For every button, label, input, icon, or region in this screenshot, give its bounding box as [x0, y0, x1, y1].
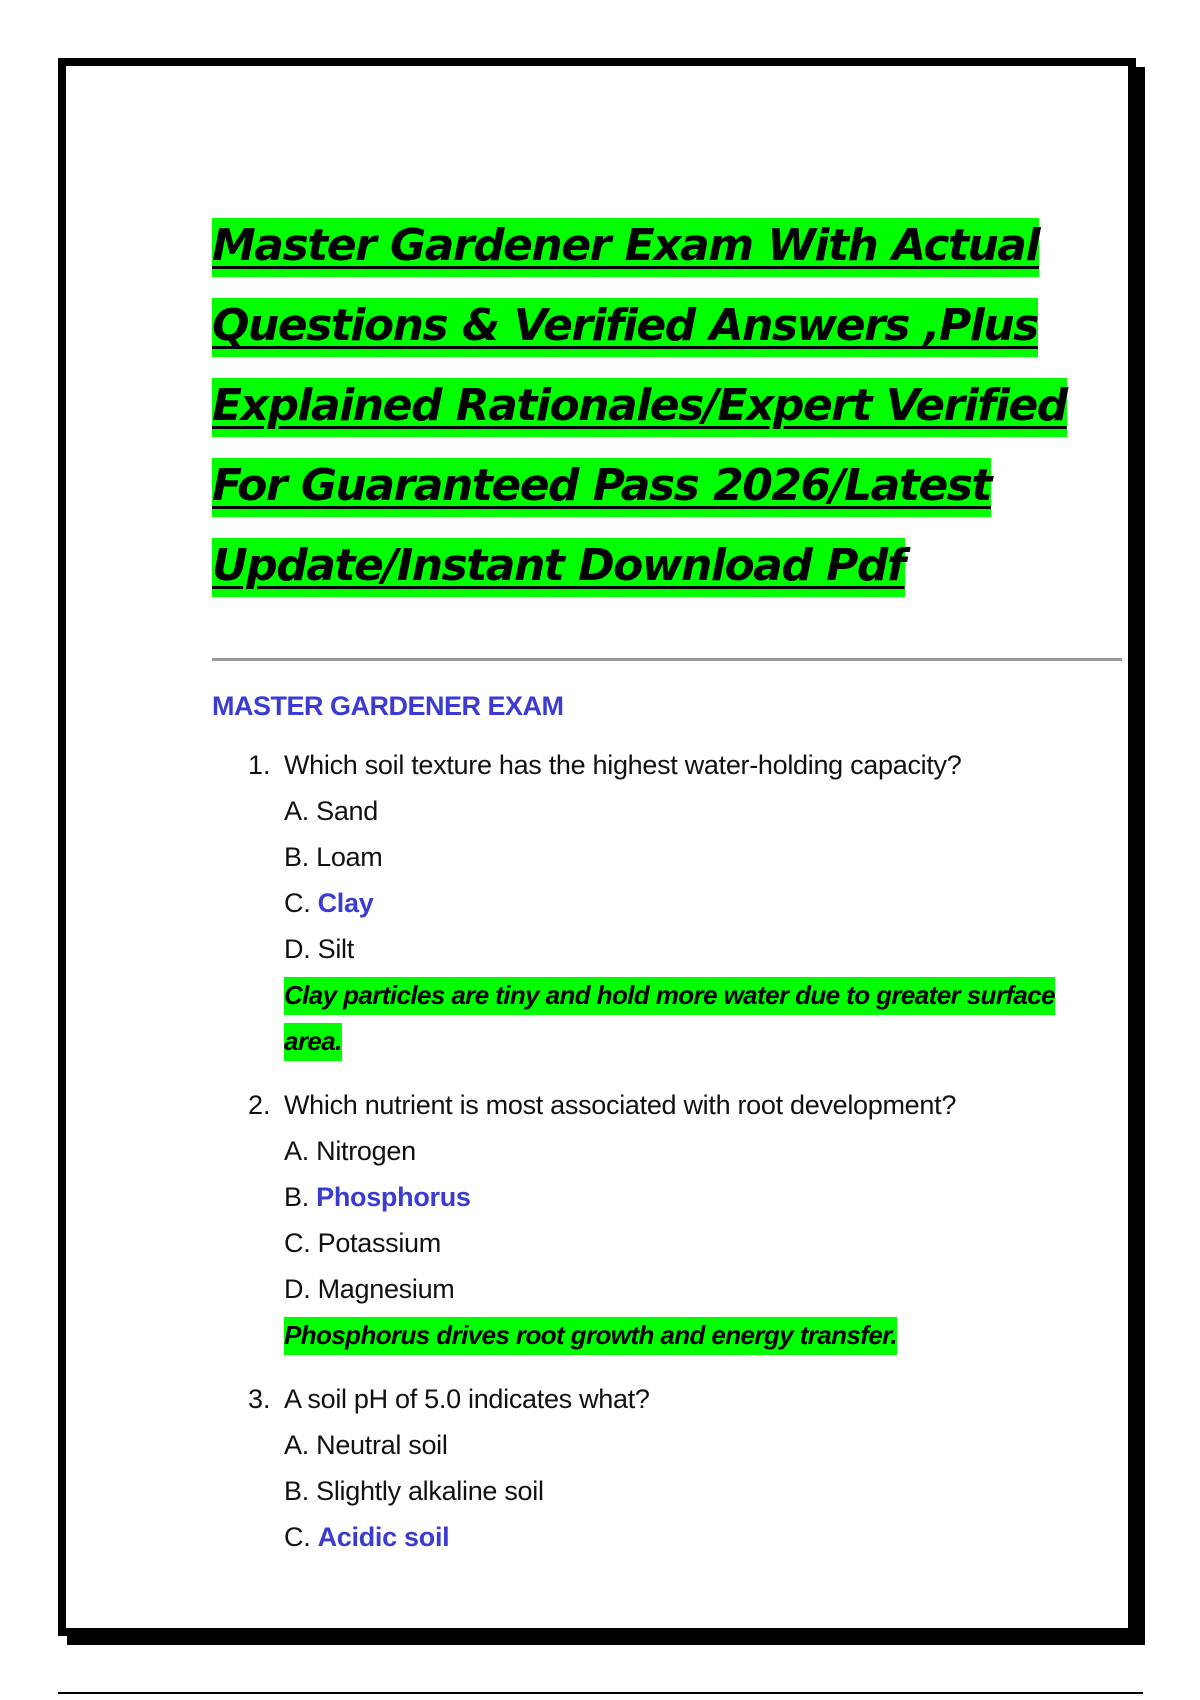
answer-option	[284, 1128, 1132, 1174]
answer-option	[284, 788, 1132, 834]
question-item	[212, 742, 1132, 1064]
question-number: 2.	[248, 1090, 271, 1120]
question-text: Which nutrient is most associated with root development?	[284, 1090, 957, 1120]
document-title	[212, 206, 1132, 606]
horizontal-divider	[212, 658, 1122, 661]
answer-option	[284, 1422, 1132, 1468]
option-text: Acidic soil	[317, 1522, 450, 1552]
answer-rationale	[284, 1312, 1074, 1358]
question-number: 1.	[248, 750, 271, 780]
option-text: Loam	[316, 842, 383, 872]
option-letter: A.	[284, 1430, 309, 1460]
option-text: Silt	[317, 934, 354, 964]
section-heading: MASTER GARDENER EXAM	[212, 691, 564, 721]
page-content	[212, 206, 1132, 1578]
option-text: Magnesium	[317, 1274, 455, 1304]
answer-option-correct	[284, 1174, 1132, 1220]
rationale-highlight: Clay particles are tiny and hold more water due to greater surface area.	[284, 977, 1055, 1061]
answer-option-correct	[284, 880, 1132, 926]
bottom-rule	[58, 1692, 1143, 1694]
option-letter: A.	[284, 796, 309, 826]
answer-rationale	[284, 972, 1074, 1064]
option-text: Neutral soil	[316, 1430, 448, 1460]
answer-option-correct	[284, 1514, 1132, 1560]
option-letter: C.	[284, 888, 311, 918]
answer-option	[284, 834, 1132, 880]
question-text: A soil pH of 5.0 indicates what?	[284, 1384, 650, 1414]
rationale-highlight: Phosphorus drives root growth and energy transfer.	[284, 1317, 897, 1355]
option-text: Potassium	[317, 1228, 441, 1258]
option-letter: B.	[284, 1476, 309, 1506]
question-text: Which soil texture has the highest water-holding capacity?	[284, 750, 962, 780]
page-border-frame	[58, 58, 1136, 1636]
title-highlight: Master Gardener Exam With Actual Questions & Verified Answers ,Plus Explained Rationales/Expert Verified For Guaranteed Pass 2026/Latest Update/Instant Download Pdf	[212, 218, 1067, 597]
option-letter: D.	[284, 934, 311, 964]
answer-option	[284, 1468, 1132, 1514]
option-text: Nitrogen	[316, 1136, 416, 1166]
question-item	[212, 1082, 1132, 1358]
option-text: Slightly alkaline soil	[316, 1476, 544, 1506]
answer-option	[284, 1266, 1132, 1312]
answer-option	[284, 1220, 1132, 1266]
option-letter: B.	[284, 1182, 309, 1212]
option-text: Clay	[317, 888, 374, 918]
question-list	[212, 742, 1132, 1560]
option-text: Phosphorus	[316, 1182, 471, 1212]
option-text: Sand	[316, 796, 378, 826]
question-number: 3.	[248, 1384, 271, 1414]
option-letter: B.	[284, 842, 309, 872]
option-letter: C.	[284, 1228, 311, 1258]
option-letter: A.	[284, 1136, 309, 1166]
answer-option	[284, 926, 1132, 972]
question-item	[212, 1376, 1132, 1560]
option-letter: C.	[284, 1522, 311, 1552]
option-letter: D.	[284, 1274, 311, 1304]
